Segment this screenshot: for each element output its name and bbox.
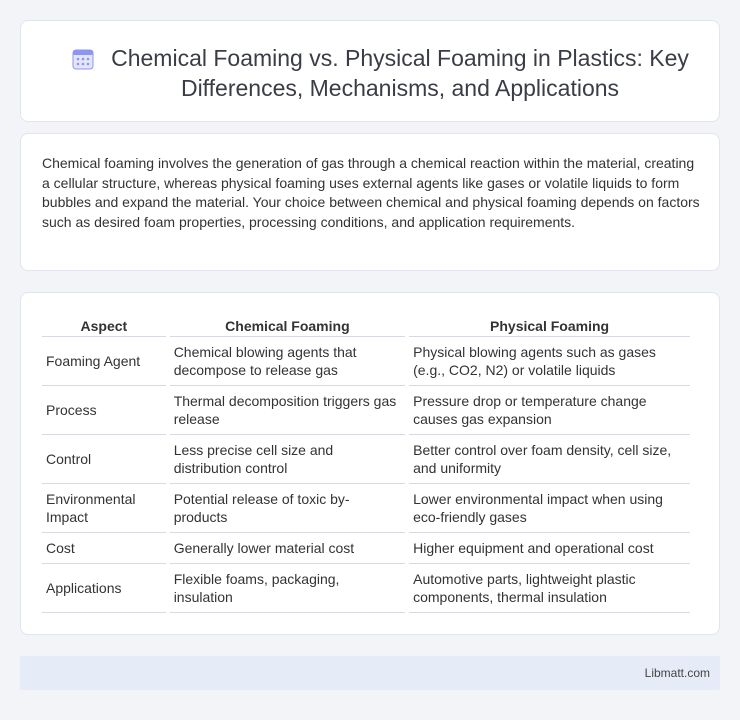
table-row bbox=[42, 484, 690, 533]
table-row bbox=[42, 564, 690, 613]
table-row bbox=[42, 533, 690, 564]
cell-physical: Pressure drop or temperature change causes gas expansion bbox=[409, 386, 690, 435]
cell-aspect: Environmental Impact bbox=[42, 484, 166, 533]
calendar-icon bbox=[71, 47, 95, 71]
title-card bbox=[20, 20, 720, 122]
cell-chemical: Flexible foams, packaging, insulation bbox=[170, 564, 405, 613]
cell-aspect: Cost bbox=[42, 533, 166, 564]
table-row bbox=[42, 386, 690, 435]
cell-aspect: Control bbox=[42, 435, 166, 484]
footer-bar bbox=[20, 656, 720, 690]
cell-physical: Lower environmental impact when using eco-friendly gases bbox=[409, 484, 690, 533]
header-physical-foaming: Physical Foaming bbox=[409, 315, 690, 337]
footer-brand[interactable]: Libmatt.com bbox=[644, 666, 710, 680]
cell-chemical: Less precise cell size and distribution control bbox=[170, 435, 405, 484]
table-row bbox=[42, 337, 690, 386]
cell-chemical: Thermal decomposition triggers gas release bbox=[170, 386, 405, 435]
cell-chemical: Chemical blowing agents that decompose to release gas bbox=[170, 337, 405, 386]
cell-physical: Physical blowing agents such as gases (e.g., CO2, N2) or volatile liquids bbox=[409, 337, 690, 386]
table-row bbox=[42, 435, 690, 484]
header-aspect: Aspect bbox=[42, 315, 166, 337]
intro-card bbox=[20, 133, 720, 271]
cell-aspect: Foaming Agent bbox=[42, 337, 166, 386]
cell-physical: Better control over foam density, cell size, and uniformity bbox=[409, 435, 690, 484]
header-chemical-foaming: Chemical Foaming bbox=[170, 315, 405, 337]
cell-aspect: Process bbox=[42, 386, 166, 435]
cell-chemical: Potential release of toxic by-products bbox=[170, 484, 405, 533]
cell-physical: Higher equipment and operational cost bbox=[409, 533, 690, 564]
cell-chemical: Generally lower material cost bbox=[170, 533, 405, 564]
cell-aspect: Applications bbox=[42, 564, 166, 613]
cell-physical: Automotive parts, lightweight plastic components, thermal insulation bbox=[409, 564, 690, 613]
comparison-table bbox=[38, 315, 694, 613]
intro-paragraph: Chemical foaming involves the generation of gas through a chemical reaction within the material, creating a cellular structure, whereas physical foaming uses external agents like gases or volatile liquids to form bubbles and expand the material. Your choice between chemical and physical foaming depends on factors such as desired foam properties, processing conditions, and application requirements. bbox=[42, 155, 700, 230]
table-header-row bbox=[42, 315, 690, 337]
page-title: Chemical Foaming vs. Physical Foaming in Plastics: Key Differences, Mechanisms, and Applications bbox=[111, 45, 689, 101]
comparison-table-card bbox=[20, 292, 720, 635]
